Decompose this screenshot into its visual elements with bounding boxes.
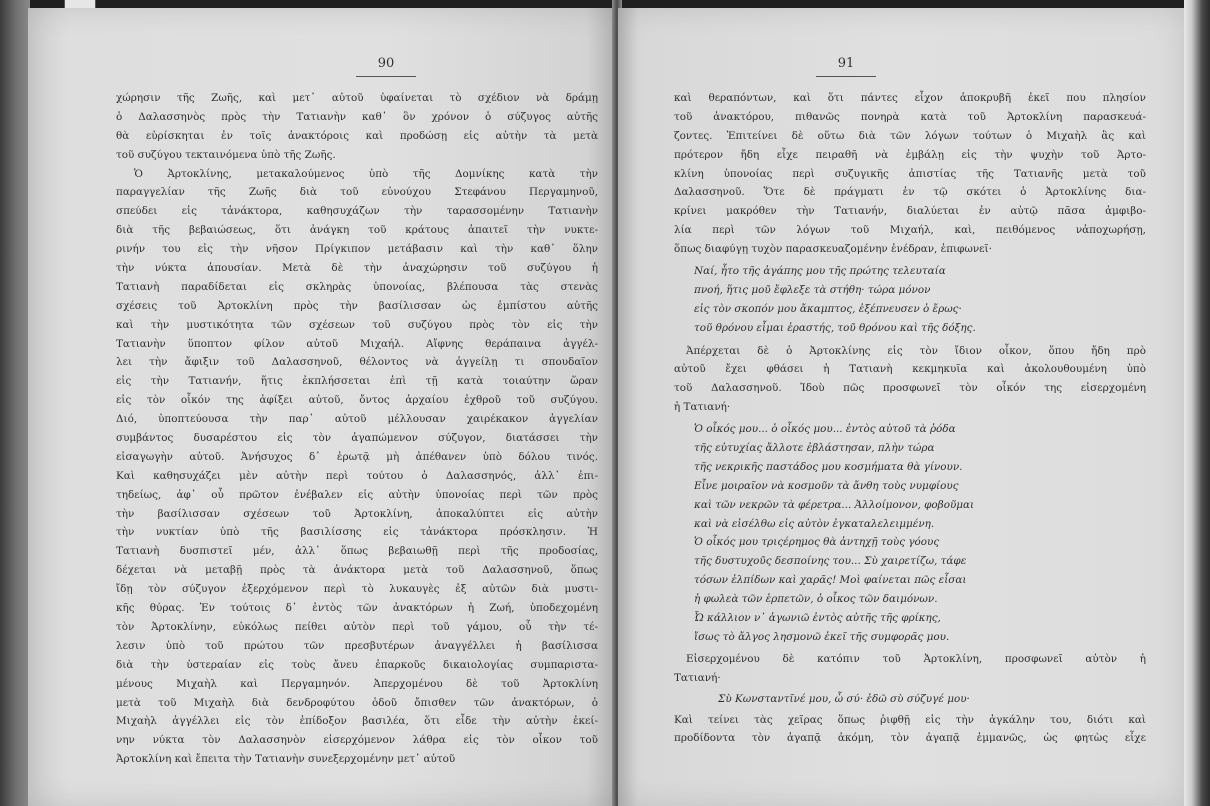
left-page-text — [116, 89, 598, 769]
text-line: Ἀρτοκλίνη καὶ ἔπειτα τὴν Τατιανὴν συνεξερχομένην μετ᾽ αὐτοῦ — [116, 753, 456, 766]
verse-line: Ναί, ἦτο τῆς ἀγάπης μου τῆς πρώτης τελευταία — [694, 265, 946, 278]
text-line: κρίνει μακρόθεν τὴν Τατιανήν, διαλύεται ἐν αὐτῷ πᾶσα ἀμφιβο- — [674, 205, 1146, 218]
text-line: τὴν βασίλισσαν σχέσεων τοῦ Ἀρτοκλίνη, ἀποκαλύπτει εἰς αὐτὴν — [116, 507, 598, 520]
paragraph — [674, 711, 1146, 749]
verse-block — [674, 420, 1146, 647]
text-line: Εἰσερχομένου δὲ κατόπιν τοῦ Ἀρτοκλίνη, προσφωνεῖ αὐτὸν ἡ — [686, 652, 1146, 665]
verse-block — [674, 690, 1146, 709]
text-line: κῆς θύρας. Ἐν τούτοις δ᾽ ἐντὸς τῶν ἀνακτόρων ἡ Ζωή, ὑποδεχομένη — [116, 602, 598, 615]
text-line: χώρησιν τῆς Ζωῆς, καὶ μετ᾽ αὐτοῦ ὑφαίνεται τὸ σχέδιον νὰ δράμῃ — [116, 92, 598, 104]
text-line: συμβάντος δυσαρέστου εἰς τὸν ἀγαπώμενον σύζυγον, διατάσσει τὴν — [116, 432, 598, 445]
text-line: τὸν Ἀρτοκλίνην, εὐκόλως πείθει αὐτὸν περὶ τοῦ γάμου, οὗ τὴν τέ- — [116, 620, 598, 633]
verse-line: ἴσως τὸ ἄλγος λησμονῶ ἐκεῖ τῆς συμφορᾶς μου. — [694, 630, 950, 643]
text-line: θὰ εὑρίσκηται ἐν τοῖς ἀνακτόροις καὶ προδώσῃ εἰς αὐτὴν τὰ μετὰ — [116, 129, 598, 142]
text-line: Ὁ Ἀρτοκλίνης, μετακαλούμενος ὑπὸ τῆς Δομνίκης κατὰ τὴν — [134, 167, 598, 180]
text-line: παραγγελίαν τῆς Ζωῆς διὰ τοῦ εὐνούχου Στεφάνου Περγαμηνοῦ, — [116, 186, 598, 199]
text-line: εἰσαγωγὴν αὐτοῦ. Ἀνήσυχος δ᾽ ἐρωτᾷ μὴ ἀπέθανεν ὑπὸ δόλου τινός. — [116, 450, 598, 463]
left-page-rule — [356, 76, 416, 77]
paragraph — [674, 89, 1146, 259]
text-line: εἰς τὸν οἶκόν της ἀφίξει αὐτοῦ, ὄντος ἀρχαίου ἐχθροῦ τοῦ συζύγου. — [116, 394, 598, 407]
verse-line: Σὺ Κωνσταντῖνέ μου, ὦ σύ· ἐδῶ σὺ σύζυγέ μου· — [718, 692, 970, 705]
text-line: τοῦ συζύγου τεκταινόμενα ὑπὸ τῆς Ζωῆς. — [116, 148, 336, 161]
verse-line: ἡ φωλεὰ τῶν ἑρπετῶν, ὁ οἶκος τῶν δαιμόνων. — [694, 593, 938, 606]
text-line: μένους Μιχαὴλ καὶ Περγαμηνόν. Ἀπερχομένου δὲ τοῦ Ἀρτοκλίνη — [116, 677, 598, 690]
right-page-number: 91 — [837, 56, 855, 71]
verse-line: τῆς νεκρικῆς παστάδος μου κοσμήματα θὰ γίνουν. — [694, 460, 963, 473]
text-line: ἴδῃ τὸν σύζυγον ἐξερχόμενον περὶ τὸ λυκαυγὲς ἐξ αὐτῶν διὰ μυστι- — [116, 583, 598, 596]
text-line: Καὶ τείνει τὰς χεῖρας ὅπως ῥιφθῇ εἰς τὴν ἀγκάλην του, διότι καὶ — [674, 713, 1146, 726]
text-line: ὅπως διαφύγῃ τυχὸν παρασκευαζομένην ἐνέδραν, ἐπιφωνεῖ· — [674, 243, 992, 256]
verse-line: τοῦ θρόνου εἶμαι ἐραστής, τοῦ θρόνου καὶ τῆς δόξης. — [694, 321, 976, 334]
text-line: ζοντες. Ἐπιτείνει δὲ οὕτω διὰ τῶν λόγων τούτων ὁ Μιχαὴλ ἃς καὶ — [674, 129, 1146, 142]
verse-line: Εἶνε μοιραῖον νὰ κοσμοῦν τὰ ἄνθη τοὺς νυμφίους — [694, 479, 959, 492]
right-page — [618, 8, 1184, 806]
text-line: σχέσεις τοῦ Ἀρτοκλίνη πρὸς τὴν βασίλισσαν ὡς ἐμπίστου αὐτῆς — [116, 299, 598, 312]
text-line: Τατιανή· — [674, 671, 721, 684]
text-line: δέχεται νὰ μεταβῇ πρὸς τὰ ἀνάκτορα μετὰ τοῦ Δαλασσηνοῦ, ὅπως — [116, 564, 598, 577]
text-line: Μιχαὴλ ἀγγέλλει εἰς τὸν ἐπίδοξον βασιλέα, ὅτι εἶδε τὴν αὐτὴν ἐκεί- — [116, 715, 598, 728]
text-line: λεσιν ὑπὸ τοῦ πρώτου τῶν πρεσβυτέρων ἀναγγέλλει ἡ βασίλισσα — [116, 639, 598, 652]
right-page-text — [674, 89, 1146, 748]
paragraph — [674, 342, 1146, 418]
verse-line: τῆς εὐτυχίας ἄλλοτε ἐβλάστησαν, πλὴν τώρα — [694, 442, 935, 455]
verse-line: καὶ νὰ εἰσέλθω εἰς αὐτὸν ἐγκαταλελειμμένη. — [694, 517, 935, 530]
text-line: Διό, ὑποπτεύουσα τὴν παρ᾽ αὐτοῦ μέλλουσαν χαιρέκακον ἀγγελίαν — [116, 413, 598, 426]
verse-block — [674, 262, 1146, 338]
text-line: διὰ τὴν ὑστεραίαν εἰς τοὺς ἄνευ ἐπαρκοῦς δικαιολογίας συμπαριστα- — [116, 658, 598, 671]
text-line: καὶ θεραπόντων, καὶ ὅτι πάντες εἶχον ἀποκρυβῆ ἐκεῖ που πλησίον — [674, 92, 1146, 104]
verse-line: πνοή, ἥτις μοῦ ἔφλεξε τὰ στήθη· τώρα μόνον — [694, 283, 931, 296]
left-page-number: 90 — [377, 56, 395, 71]
text-line: εἰς τὴν Τατιανήν, ἥτις ἐκπλήσσεται ἐπὶ τῇ κατὰ τοιαύτην ὥραν — [116, 375, 598, 388]
left-page — [28, 8, 616, 806]
text-line: προδίδοντα τὸν ἀγαπᾷ ἀκόμη, τὸν ἀγαπᾷ ἐμμανῶς, ὡς φητὼς εἶχε — [674, 732, 1146, 745]
scan-edge-right — [1184, 0, 1210, 806]
text-line: Ἀπέρχεται δὲ ὁ Ἀρτοκλίνης εἰς τὸν ἴδιον οἶκον, ὅπου ἤδη πρὸ — [686, 344, 1146, 357]
text-line: αὐτοῦ ἔχει φθάσει ἡ Τατιανὴ κεκμηκυῖα καὶ ἀκολουθουμένη ὑπὸ — [674, 363, 1146, 376]
text-line: κλίνη ὑπονοίας περὶ συζυγικῆς ἀπιστίας τῆς Τατιανῆς μετὰ τοῦ — [674, 167, 1146, 180]
verse-line: τῆς δυστυχοῦς δεσποίνης του... Σὺ χαιρετίζω, τάφε — [694, 555, 967, 568]
verse-line: καὶ τῶν νεκρῶν τὰ φέρετρα... Ἀλλοίμονον, φοβοῦμαι — [694, 498, 975, 511]
text-line: ἡ Τατιανή· — [674, 401, 731, 414]
verse-line: Ὁ οἶκός μου... ὁ οἶκός μου... ἐντὸς αὐτοῦ τὰ ῥόδα — [694, 423, 956, 436]
text-line: Τατιανὴ παραδίδεται εἰς σκληρὰς ὑπονοίας, βλέπουσα τὰς στενὰς — [116, 280, 598, 293]
text-line: τὴν νύκτα ἀπουσίαν. Μετὰ δὲ τὴν ἀναχώρησιν τοῦ συζύγου ἡ — [116, 262, 598, 275]
text-line: καὶ τὴν μυστικότητα τῶν σχέσεων τοῦ συζύγου πρὸς τὸν εἰς τὴν — [116, 318, 598, 331]
verse-line: εἰς τὸν σκοπόν μου ἄκαμπτος, ἐξέπνευσεν ὁ ἔρως· — [694, 302, 962, 315]
text-line: μετὰ τοῦ Μιχαὴλ διὰ δενδροφύτου ὁδοῦ ὄπισθεν τῶν ἀνακτόρων, ὁ — [116, 696, 598, 709]
text-line: τὴν νυκτίαν ὑπὸ τῆς βασιλίσσης εἰς τἀνάκτορα πρόσκλησιν. Ἡ — [116, 526, 598, 539]
verse-line: Ὁ οἶκός μου τριςέρημος θὰ ἀντηχῇ τοὺς γόους — [694, 536, 940, 549]
text-line: ρινήν του εἰς τὴν νῆσον Πρίγκιπον μετάβασιν καὶ τὴν καθ᾽ ὅλην — [116, 243, 598, 256]
text-line: τοῦ Δαλασσηνοῦ. Ἰδοὺ πῶς προσφωνεῖ τὸν οἶκόν της εἰσερχομένη — [674, 382, 1146, 395]
text-line: ὁ Δαλασσηνὸς πρὸς τὴν Τατιανὴν καθ᾽ ὃν χρόνον ὁ σύζυγος αὐτῆς — [116, 110, 598, 123]
text-line: Καὶ καθησυχάζει μὲν αὐτὴν περὶ τούτου ὁ Δαλασσηνός, ἀλλ᾽ ἐπι- — [116, 469, 598, 482]
verse-line: τόσων ἐλπίδων καὶ χαρᾶς! Μοὶ φαίνεται πῶς εἶσαι — [694, 574, 967, 587]
text-line: σπεύδει εἰς τἀνάκτορα, καθησυχάζων τὴν ταρασσομένην Τατιανὴν — [116, 205, 598, 218]
text-line: λει τὴν ἄφιξιν τοῦ Δαλασσηνοῦ, θέλοντος νὰ ἀγγείλῃ τι σπουδαῖον — [116, 356, 598, 369]
right-page-rule — [816, 76, 876, 77]
text-line: τοῦ ἀνακτόρου, πιθανῶς πονηρὰ κατὰ τοῦ Ἀρτοκλίνη παρασκευά- — [674, 110, 1146, 123]
verse-line: Ὦ κάλλιον ν᾽ ἀγωνιῶ ἐντὸς αὐτῆς τῆς φρίκης, — [694, 612, 941, 625]
paragraph — [674, 650, 1146, 688]
scan-edge-left — [0, 0, 30, 806]
text-line: νην νύκτα τὸν Δαλασσηνὸν εἰσερχόμενον λάθρα εἰς τὸν οἶκον τοῦ — [116, 734, 598, 747]
text-line: Δαλασσηνοῦ. Ὅτε δὲ πράγματι ἐν τῷ σκότει ὁ Ἀρτοκλίνης δια- — [674, 186, 1146, 199]
text-line: διὰ τῆς βεβαιώσεως, ὅτι ἀνάγκη τοῦ κράτους ἀπαιτεῖ τὴν νυκτε- — [116, 224, 598, 237]
text-line: Τατιανὴν ὕποπτον φίλον αὐτοῦ Μιχαήλ. Αἴφνης θεράπαινα ἀγγέλ- — [116, 337, 598, 350]
text-line: Τατιανὴ δυσπιστεῖ μέν, ἀλλ᾽ ὅπως βεβαιωθῇ περὶ τῆς προδοσίας, — [116, 545, 598, 558]
text-line: λία περὶ τῶν λόγων τοῦ Μιχαήλ, καὶ, πειθόμενος νἀποχωρήσῃ, — [674, 224, 1146, 237]
text-line: τηδείως, ἀφ᾽ οὗ πρῶτον ἐνέβαλεν εἰς αὐτὴν ὑπονοίας περὶ τῶν πρὸς — [116, 488, 598, 501]
text-line: πρότερον ἤδη εἶχε πειραθῆ νὰ ἐμβάλῃ εἰς τὴν ψυχὴν τοῦ Ἀρτο- — [674, 148, 1146, 161]
